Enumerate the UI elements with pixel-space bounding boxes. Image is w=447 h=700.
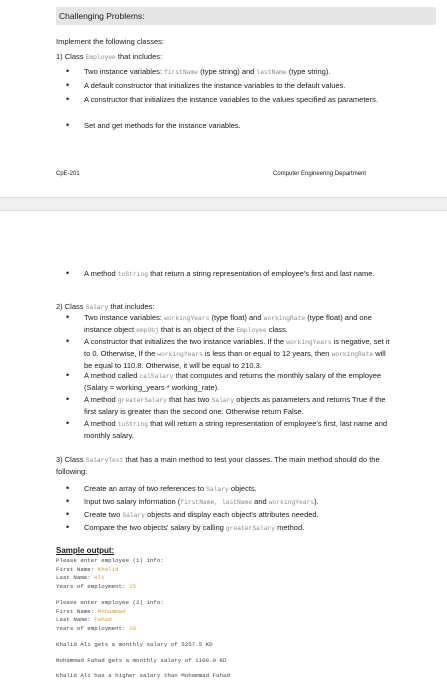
output-line: Last Name: Ali: [56, 574, 105, 581]
class-employee-heading: 1) Class Employee that includes:: [56, 52, 163, 61]
footer-course-code: CpE-201: [56, 171, 80, 177]
intro-text: Implement the following classes:: [56, 37, 164, 46]
bullet-mark: •: [66, 80, 70, 90]
bullet-mark: •: [66, 418, 70, 428]
output-line: Please enter employee (1) info:: [56, 557, 164, 564]
output-line: Years of employment: 25: [56, 582, 137, 590]
output-line: Mohammad Fahad gets a monthly salary of 1108.0 KD: [56, 656, 227, 664]
footer-department: Computer Engineering Department: [273, 171, 367, 177]
param-constructor-item: A constructor that initializes the instance variables to the values specified as parameters.: [84, 95, 378, 104]
document-page-1: [46, 0, 447, 197]
sample-output-title: Sample output:: [56, 546, 115, 555]
bullet-mark: •: [66, 312, 70, 322]
page-separator: [0, 197, 447, 211]
default-constructor-item: A default constructor that initializes the instance variables to the default values.: [84, 81, 346, 90]
sample-output-block: [56, 557, 230, 681]
set-get-item: Set and get methods for the instance variables.: [84, 121, 241, 130]
output-line: Khalid Ali has a higher salary than Mohammad Fahad: [56, 672, 230, 679]
bullet-mark: •: [66, 336, 70, 346]
page-title: Challenging Problems:: [56, 7, 436, 25]
calsalary-item: A method called calSalary that computes and returns the monthly salary of the employee (Salary = working_years * working_rate).: [84, 371, 382, 392]
greatersalary-item: A method greaterSalary that has two Salary objects as parameters and returns True if the first salary is greater than the second one. Otherwise return False.: [84, 395, 386, 416]
input-info-item: Input two salary information (firstName, lastName and workingYears).: [84, 497, 319, 506]
bullet-mark: •: [66, 66, 70, 76]
bullet-mark: •: [66, 370, 70, 380]
output-line: Years of employment: 10: [56, 624, 137, 632]
bullet-mark: •: [66, 120, 70, 130]
employee-tostring-item: A method toString that return a string representation of employee's first and last name.: [84, 269, 375, 278]
salary-vars-item: Two instance variables: workingYears (type float) and workingRate (type float) and one instance object empObj that is an object of the Employee class.: [84, 313, 372, 334]
class-salary-heading: 2) Class Salary that includes:: [56, 302, 155, 311]
bullet-mark: •: [66, 496, 70, 506]
bullet-mark: •: [66, 268, 70, 278]
class-salarytest-heading: 3) Class SalaryTest that has a main method to test your classes. The main method should do the following:: [56, 455, 380, 476]
output-line: First Name: Mohammad: [56, 607, 126, 615]
bullet-mark: •: [66, 94, 70, 104]
output-line: Khalid Ali gets a monthly salary of 5257.5 KD: [56, 641, 213, 648]
compare-item: Compare the two objects' salary by calling greaterSalary method.: [84, 523, 305, 532]
salary-constructor-item: A constructor that initializes the two instance variables. If the workingYears is negative, set it to 0. Otherwise, If the workingYears is less than or equal to 12 years, then workingRate will be equal to 110.8. Otherwise, it will be equal to 210.3.: [84, 337, 390, 370]
bullet-mark: •: [66, 522, 70, 532]
bullet-mark: •: [66, 483, 70, 493]
salary-tostring-item: A method toString that will return a string representation of employee's first, last name and monthly salary.: [84, 419, 388, 440]
employee-vars-item: Two instance variables: firstName (type string) and lastName (type string).: [84, 67, 331, 76]
bullet-mark: •: [66, 509, 70, 519]
document-page-2: [46, 211, 447, 700]
create-array-item: Create an array of two references to Salary objects.: [84, 484, 257, 493]
bullet-mark: •: [66, 394, 70, 404]
create-objects-item: Create two Salary objects and display each object's attributes needed.: [84, 510, 319, 519]
output-line: Last Name: Fahad: [56, 616, 112, 623]
output-line: Please enter employee (2) info:: [56, 599, 164, 606]
output-line: First Name: Khalid: [56, 565, 119, 573]
